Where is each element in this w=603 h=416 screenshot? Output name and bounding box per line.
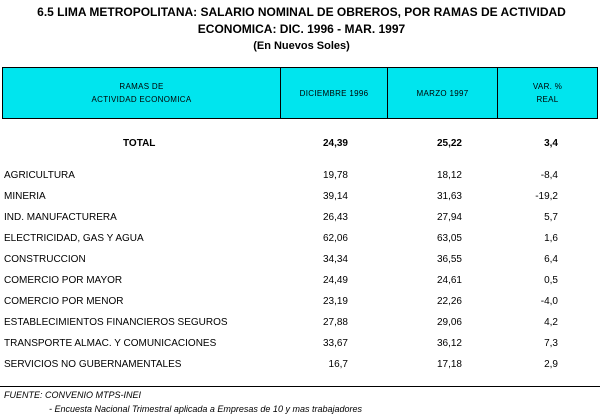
header-ramas-line2: ACTIVIDAD ECONOMICA [91,95,192,104]
row-var: 4,2 [544,317,558,328]
table-row [0,187,603,207]
table-row [0,250,603,270]
row-marzo: 24,61 [436,275,462,286]
row-label: ELECTRICIDAD, GAS Y AGUA [4,233,144,244]
row-label: CONSTRUCCION [4,254,86,265]
row-var: -19,2 [535,191,558,202]
row-label: SERVICIOS NO GUBERNAMENTALES [4,359,182,370]
row-var: 5,7 [544,212,558,223]
row-diciembre: 23,19 [322,296,348,307]
table-row [0,313,603,333]
row-diciembre: 19,78 [322,170,348,181]
header-ramas [3,68,280,118]
title-line-2: ECONOMICA: DIC. 1996 - MAR. 1997 [197,22,406,36]
header-diciembre-label: DICIEMBRE 1996 [299,88,369,98]
survey-note: - Encuesta Nacional Trimestral aplicada a Empresas de 10 y mas trabajadores [49,404,362,414]
table-title [0,4,603,55]
title-line-3: (En Nuevos Soles) [253,40,350,52]
row-marzo: 18,12 [436,170,462,181]
row-diciembre: 16,7 [328,359,348,370]
table-row [0,271,603,291]
row-label: COMERCIO POR MENOR [4,296,124,307]
header-var-line2: REAL [536,95,559,104]
row-label: IND. MANUFACTURERA [4,212,117,223]
row-marzo: 36,55 [436,254,462,265]
row-var: -8,4 [540,170,558,181]
row-label: COMERCIO POR MAYOR [4,275,123,286]
total-diciembre: 24,39 [322,138,348,149]
table-row [0,229,603,249]
table-row [0,208,603,228]
total-label: TOTAL [123,138,156,149]
total-row [0,134,603,154]
header-marzo [387,68,497,118]
row-var: 0,5 [544,275,558,286]
total-var: 3,4 [544,138,558,149]
header-var-line1: VAR. % [532,82,563,91]
header-var-real [497,68,597,118]
table-header [2,67,598,119]
row-marzo: 36,12 [436,338,462,349]
row-var: 1,6 [544,233,558,244]
row-marzo: 63,05 [436,233,462,244]
table-row [0,334,603,354]
row-label: MINERIA [4,191,46,202]
row-var: 7,3 [544,338,558,349]
header-diciembre [280,68,387,118]
table-row [0,166,603,186]
header-ramas-line1: RAMAS DE [119,82,164,91]
row-diciembre: 26,43 [322,212,348,223]
row-var: 2,9 [544,359,558,370]
row-diciembre: 27,88 [322,317,348,328]
row-label: AGRICULTURA [4,170,75,181]
table-row [0,355,603,375]
row-marzo: 22,26 [436,296,462,307]
source-note: FUENTE: CONVENIO MTPS-INEI [4,390,142,400]
row-diciembre: 62,06 [322,233,348,244]
row-label: TRANSPORTE ALMAC. Y COMUNICACIONES [4,338,217,349]
title-line-1: 6.5 LIMA METROPOLITANA: SALARIO NOMINAL DE OBREROS, POR RAMAS DE ACTIVIDAD [37,5,566,19]
row-marzo: 31,63 [436,191,462,202]
row-marzo: 29,06 [436,317,462,328]
row-var: 6,4 [544,254,558,265]
row-marzo: 27,94 [436,212,462,223]
header-marzo-label: MARZO 1997 [416,88,469,98]
total-marzo: 25,22 [436,138,462,149]
row-var: -4,0 [540,296,558,307]
row-label: ESTABLECIMIENTOS FINANCIEROS SEGUROS [4,317,228,328]
table-bottom-rule [0,386,600,387]
row-diciembre: 33,67 [322,338,348,349]
row-marzo: 17,18 [436,359,462,370]
row-diciembre: 39,14 [322,191,348,202]
table-row [0,292,603,312]
row-diciembre: 24,49 [322,275,348,286]
row-diciembre: 34,34 [322,254,348,265]
